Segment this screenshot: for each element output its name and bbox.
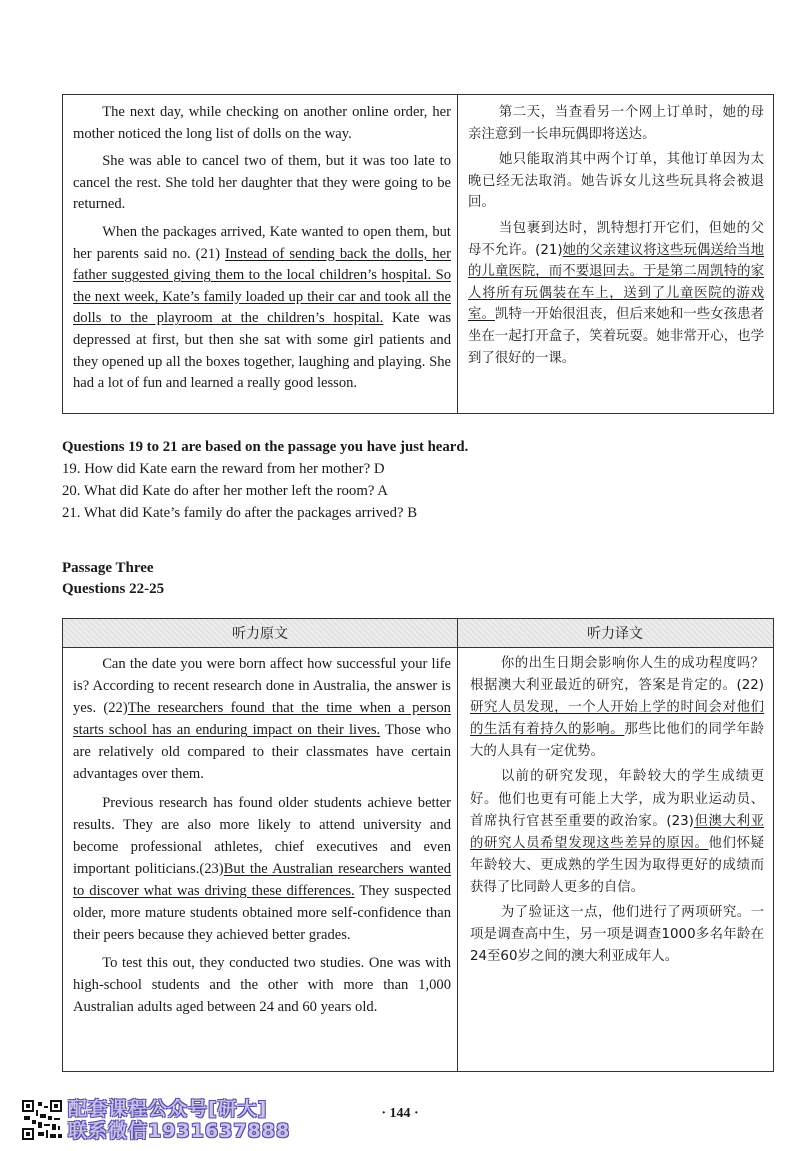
zh-p2-underlined-answer: 但澳大利亚的研究人员希望发现这些差异的原因。 xyxy=(470,813,764,851)
en-paragraph-1 xyxy=(73,653,451,786)
zh-p1-text: 你的出生日期会影响你人生的成功程度吗？根据澳大利亚最近的研究，答案是肯定的。(22) xyxy=(470,656,764,694)
passage-subtitle: Questions 22-25 xyxy=(62,581,165,597)
zh-paragraph-2 xyxy=(470,766,764,899)
zh-paragraph-3: 为了验证这一点，他们进行了两项研究。一项是调查高中生，另一项是调查1000多名年龄在24至60岁之间的澳大利亚成年人。 xyxy=(470,905,764,965)
zh-p3-text: 当包裹到达时，凯特想打开它们，但她的父母不允许。(21) xyxy=(468,220,764,258)
transcript-table-passage-three xyxy=(62,618,774,1072)
en-p2-text-end: They suspected older, more mature students obtained more self-confidence than their peers because they achieved better grades. xyxy=(73,882,451,944)
english-transcript-cell xyxy=(63,95,458,413)
question-20: 20. What did Kate do after her mother left the room? A xyxy=(62,483,388,499)
en-p1-text-end: Those who are relatively old compared to their classmates have certain advantages over them. xyxy=(73,722,451,783)
en-p3-underlined-answer: Instead of sending back the dolls, her father suggested giving them to the local children’s hospital. So the next week, Kate’s family loaded up their car and took all the dolls to the playroom at the children’s hospital. xyxy=(73,245,451,327)
header-translation: 听力译文 xyxy=(587,626,643,642)
zh-p3-text-end: 凯特一开始很沮丧，但后来她和一些女孩患者坐在一起打开盒子，笑着玩耍。她非常开心，也学到了很好的一课。 xyxy=(468,307,765,366)
en-p1-underlined-answer: The researchers found that the time when a person starts school has an enduring impact on their lives. xyxy=(73,700,451,739)
chinese-translation-cell xyxy=(458,95,772,413)
zh-p2-text-end: 他们怀疑年龄较大、更成熟的学生因为取得更好的成绩而获得了比同龄人更多的自信。 xyxy=(470,835,765,895)
promo-line-2: 联系微信1931637888 xyxy=(68,1120,291,1142)
zh-paragraph-1: 第二天，当查看另一个网上订单时，她的母亲注意到一长串玩偶即将送达。 xyxy=(468,105,764,142)
question-21: 21. What did Kate’s family do after the packages arrived? B xyxy=(62,505,418,521)
question-19: 19. How did Kate earn the reward from her mother? D xyxy=(62,461,385,477)
english-transcript-cell xyxy=(63,648,458,1072)
en-p2-text: Previous research has found older students achieve better results. They are also more likely to attend university and become professional athletes, chief executives and even important politicians.(23) xyxy=(73,794,451,877)
en-paragraph-3 xyxy=(73,222,451,395)
zh-paragraph-2: 她只能取消其中两个订单，其他订单因为太晚已经无法取消。她告诉女儿这些玩具将会被退回。 xyxy=(468,152,764,211)
header-original-text: 听力原文 xyxy=(63,619,458,647)
en-paragraph-3: To test this out, they conducted two studies. One was with high-school students and the other with more than 1,000 Australian adults aged between 24 and 60 years old. xyxy=(73,955,451,1016)
en-p3-text: When the packages arrived, Kate wanted to open them, but her parents said no. (21) xyxy=(73,223,451,262)
en-paragraph-2: She was able to cancel two of them, but it was too late to cancel the rest. She told her daughter that they were going to be returned. xyxy=(73,153,451,213)
zh-paragraph-3 xyxy=(468,218,764,369)
questions-block xyxy=(62,436,774,524)
promo-line-1: 配套课程公众号[研大] xyxy=(68,1098,268,1120)
en-p3-text-end: Kate was depressed at first, but then she sat with some girl patients and they opened up all the boxes together, laughing and playing. She had a lot of fun and learned a really good lesson. xyxy=(73,310,451,392)
zh-p3-underlined-answer: 她的父亲建议将这些玩偶送给当地的儿童医院，而不要退回去。于是第二周凯特的家人将所有玩偶装在车上，送到了儿童医院的游戏室。 xyxy=(468,242,764,323)
page-number: · 144 · xyxy=(381,1106,419,1121)
en-paragraph-2 xyxy=(73,792,451,947)
en-paragraph-1: The next day, while checking on another online order, her mother noticed the long list of dolls on the way. xyxy=(73,104,451,142)
questions-heading: Questions 19 to 21 are based on the passage you have just heard. xyxy=(62,439,469,455)
passage-title: Passage Three xyxy=(62,560,154,576)
zh-p2-text: 以前的研究发现，年龄较大的学生成绩更好。他们也更有可能上大学，成为职业运动员、首席执行官甚至重要的政治家。(23) xyxy=(470,769,764,829)
zh-p1-text-end: 那些比他们的同学年龄大的人具有一定优势。 xyxy=(470,722,765,760)
chinese-translation-cell xyxy=(458,648,772,1072)
transcript-table-passage-two xyxy=(62,94,774,414)
passage-heading xyxy=(62,558,164,600)
zh-p1-underlined-answer: 研究人员发现，一个人开始上学的时间会对他们的生活有着持久的影响。 xyxy=(470,700,764,738)
table-header-row xyxy=(63,619,773,648)
en-p1-text: Can the date you were born affect how successful your life is? According to recent research done in Australia, the answer is yes. (22) xyxy=(73,656,451,717)
zh-paragraph-1 xyxy=(470,653,764,763)
en-p2-underlined-answer: But the Australian researchers wanted to discover what was driving these differences. xyxy=(73,860,451,899)
